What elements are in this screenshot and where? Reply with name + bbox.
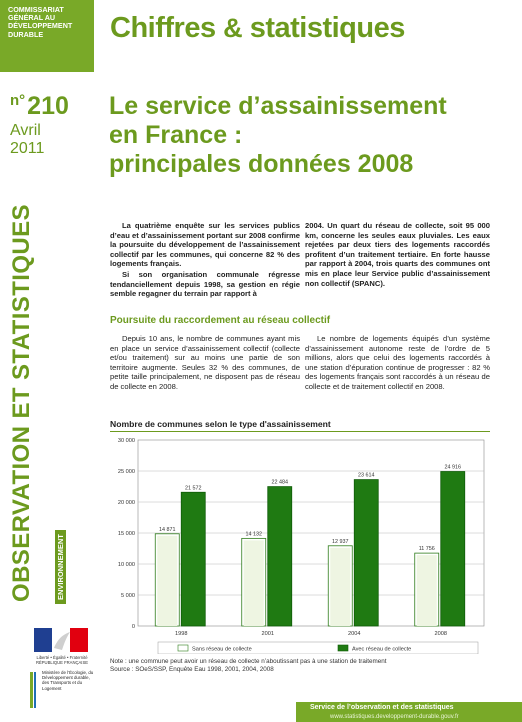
footer-url[interactable]: www.statistiques.developpement-durable.gouv.fr — [330, 714, 459, 720]
x-tick-label: 1998 — [175, 631, 188, 637]
bar-value-label: 12 937 — [332, 538, 349, 545]
issue-value: 210 — [27, 92, 69, 120]
y-tick-label: 5 000 — [121, 593, 135, 599]
y-tick-label: 30 000 — [117, 438, 135, 444]
publication-logo — [110, 12, 405, 45]
issue-number — [10, 92, 69, 121]
issue-month: Avril — [10, 122, 41, 139]
chart-note: Note : une commune peut avoir un réseau de collecte n’aboutissant pas à une station de traitement — [110, 658, 387, 665]
bar-value-label: 24 916 — [444, 464, 461, 471]
bar-value-label: 23 614 — [358, 472, 375, 479]
y-tick-label: 25 000 — [117, 469, 135, 475]
title-line-2: en France : — [109, 121, 243, 149]
theme-badge: ENVIRONNEMENT — [55, 530, 66, 604]
bar-value-label: 21 572 — [185, 485, 202, 492]
bar-shading — [157, 536, 177, 626]
logo-word-statistiques: statistiques — [249, 12, 405, 44]
bar-shading — [330, 548, 350, 626]
chart-svg — [110, 434, 490, 654]
chart-title: Nombre de communes selon le type d'assainissement — [110, 419, 331, 429]
chart-notes — [110, 658, 510, 674]
bar-shading — [244, 540, 264, 626]
bar — [441, 472, 465, 626]
issue-date — [10, 122, 44, 158]
intro-paragraph-1: La quatrième enquête sur les services publics d’eau et d’assainissement portant sur 2008 confirme la poursuite du développement de l’assainissement collectif par les communes, qui concerne 82 % des logements français. — [110, 221, 300, 269]
y-tick-label: 0 — [131, 624, 135, 630]
intro-paragraph-2: Si son organisation communale régresse tendanciellement depuis 1998, sa gestion en régie semble regagner du terrain par rapport à — [110, 269, 300, 299]
chart-source: Source : SOeS/SSP, Enquête Eau 1998, 2001, 2004, 2008 — [110, 666, 274, 673]
logo-word-chiffres: Chiffres — [110, 12, 216, 44]
chart-title-rule — [110, 431, 490, 432]
section-right-column — [305, 334, 490, 393]
section-paragraph-1: Depuis 10 ans, le nombre de communes ayant mis en place un service d’assainissement collectif (collecte et/ou traitement) sur au moins une partie de son territoire augmente. Seules 32 % des communes, de petite taille principalement, ne disposent pas de réseau de collecte en 2008. — [110, 334, 300, 391]
legend-label: Avec réseau de collecte — [352, 646, 412, 653]
x-tick-label: 2001 — [261, 631, 274, 637]
legend-swatch — [178, 645, 188, 651]
y-tick-label: 20 000 — [117, 500, 135, 506]
intro-paragraph-3: 2004. Un quart du réseau de collecte, soit 95 000 km, concerne les seules eaux pluviales. Les eaux rejetées par deux tiers des logements raccordés profitent d’un traitement tertiaire. En forte hausse par rapport à 2004, trois quarts des communes ont mis en place leur Service public d’assainissement non collectif (SPANC). — [305, 221, 490, 288]
x-tick-label: 2008 — [434, 631, 447, 637]
title-line-1: Le service d’assainissement — [109, 92, 447, 120]
page-title — [109, 92, 509, 179]
bar-value-label: 11 756 — [418, 546, 435, 553]
bar — [268, 487, 292, 626]
issue-year: 2011 — [10, 140, 45, 157]
bar-value-label: 14 871 — [159, 526, 176, 533]
publisher-name: COMMISSARIAT GÉNÉRAL AU DÉVELOPPEMENT DURABLE — [8, 5, 73, 39]
y-tick-label: 15 000 — [117, 531, 135, 537]
legend-swatch — [338, 645, 348, 651]
x-tick-label: 2004 — [348, 631, 361, 637]
section-left-column — [110, 334, 300, 393]
footer-service: Service de l’observation et des statistiques — [310, 704, 454, 711]
ministry-name: Ministère de l’Écologie, du Développement durable, des Transports et du Logement — [42, 670, 94, 691]
series-banner: OBSERVATION ET STATISTIQUES — [8, 204, 35, 602]
bar — [354, 480, 378, 626]
republic-motto: Liberté • Égalité • Fraternité RÉPUBLIQUE FRANÇAISE — [35, 655, 89, 665]
bar-value-label: 14 132 — [245, 531, 262, 538]
bar-chart — [110, 434, 490, 654]
section-heading: Poursuite du raccordement au réseau collectif — [110, 315, 331, 326]
bar-shading — [417, 555, 437, 626]
footer-logos — [28, 620, 98, 722]
logo-ampersand: & — [223, 13, 243, 43]
intro-right-column — [305, 221, 490, 289]
title-line-3: principales données 2008 — [109, 150, 414, 178]
issue-prefix: n° — [10, 92, 26, 109]
intro-left-column — [110, 221, 300, 300]
y-tick-label: 10 000 — [117, 562, 135, 568]
republic-logo — [34, 628, 88, 652]
ministry-mark — [30, 672, 39, 708]
legend-label: Sans réseau de collecte — [192, 646, 252, 653]
bar-value-label: 22 484 — [271, 479, 288, 486]
section-paragraph-2: Le nombre de logements équipés d’un système d’assainissement autonome reste de l’ordre de 5 millions, alors que celui des logements raccordés à une station d’épuration continue de progresser : 82 % des logements français sont raccordés à un réseau de collecte et de traitement collectif en 2008. — [305, 334, 490, 391]
bar — [181, 492, 205, 626]
